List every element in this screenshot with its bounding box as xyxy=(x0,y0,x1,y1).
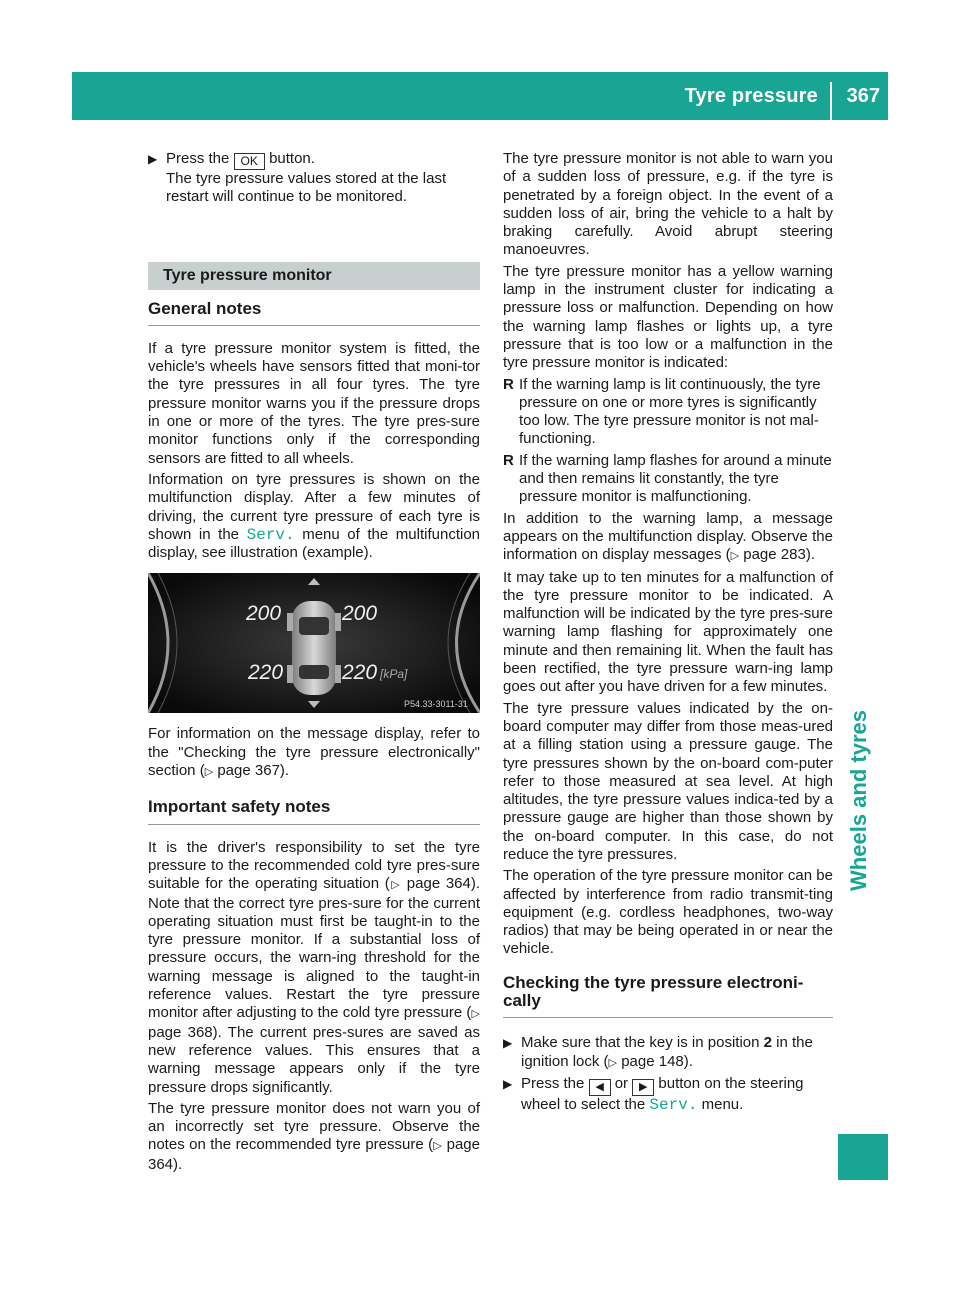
list-item: R If the warning lamp is lit continuously, the tyre pressure on one or more tyres is significantly too low. The tyre pressure monitor is not mal-functioning. xyxy=(503,375,821,448)
list-item: R If the warning lamp flashes for around a minute and then remains lit constantly, the tyre pressure monitor is malfunctioning. xyxy=(503,451,832,506)
paragraph: The tyre pressure values indicated by the on-board computer may differ from those meas-ured at a filling station using a pressure gauge. The tyre pressures shown by the on-board com-puter refer to those measured at sea level. At high altitudes, the tyre pressure values indica-ted by a pressure gauge are higher than those shown by the on-board computer. In this case, do not reduce the tyre pressures. xyxy=(503,699,833,863)
step-key-position: ▶ Make sure that the key is in position 2 in the ignition lock (▷ page 148). xyxy=(503,1034,813,1070)
step-arrow-icon: ▶ xyxy=(503,1076,513,1091)
side-tab-block xyxy=(838,1134,888,1180)
left-column xyxy=(148,150,480,1177)
heading-safety-notes: Important safety notes xyxy=(148,798,480,824)
serv-menu-label: Serv. xyxy=(246,525,295,544)
ok-button-symbol: OK xyxy=(234,153,265,170)
step-select-serv: ▶ Press the ◀ or ▶ button on the steering wheel to select the Serv. menu. xyxy=(503,1074,804,1114)
display-illustration xyxy=(148,573,480,713)
page-ref-icon: ▷ xyxy=(204,766,214,779)
paragraph: It may take up to ten minutes for a malfunction of the tyre pressure monitor to be indicated. A malfunction will be indicated by the tyre pres-sure warning lamp flashing for approximately one minute and then remaining lit. When the fault has been rectified, the tyre pressure warn-ing lamp goes out after you have driven for a few minutes. xyxy=(503,568,833,696)
header-separator xyxy=(830,82,832,120)
tyre-fr: 200 xyxy=(342,602,378,626)
right-column xyxy=(503,150,833,1117)
paragraph: The tyre pressure monitor has a yellow warning lamp in the instrument cluster for indicating a pressure loss or malfunction. Depending on how the warning lamp flashes or lights up, a tyre pressure that is too low or a malfunction in the tyre pressure monitor is indicated: xyxy=(503,262,833,372)
section-banner: Tyre pressure monitor xyxy=(148,262,480,290)
header-bar xyxy=(72,72,888,120)
right-arrow-button-icon: ▶ xyxy=(632,1079,654,1096)
tyre-rl: 220 xyxy=(248,661,284,685)
step-press-ok: ▶ Press the OK button. The tyre pressure values stored at the last restart will continue to be monitored. xyxy=(148,150,447,206)
paragraph: If a tyre pressure monitor system is fitted, the vehicle's wheels have sensors fitted that moni-tor the tyre pressures in all four tyres. The tyre pressure monitor warns you if the pressure drops in one or more of the tyres. The tyre pres-sure monitor functions only if the corresponding sensors are fitted to all wheels. xyxy=(148,339,480,467)
pressure-unit: [kPa] xyxy=(380,667,408,682)
step-arrow-icon: ▶ xyxy=(503,1036,513,1051)
bullet-icon: R xyxy=(503,375,514,393)
page-ref-icon: ▷ xyxy=(608,1056,618,1069)
paragraph: It is the driver's responsibility to set the tyre pressure to the recommended cold tyre pres-sure suitable for the operating situation (▷ page 364). Note that the correct tyre pres-sure for the current operating situation must first be taught-in to the tyre pressure monitor. If a substantial loss of pressure occurs, the warn-ing threshold for the warning message is aligned to the taught-in reference values. Restart the tyre pressure monitor after adjusting to the cold tyre pressure (▷ page 368). The current pres-sures are saved as new reference values. This ensures that a warning message appears only if the tyre pressure drops significantly. xyxy=(148,838,481,1096)
heading-general-notes: General notes xyxy=(148,300,480,326)
heading-checking: Checking the tyre pressure electroni-cally xyxy=(503,974,833,1019)
paragraph: The operation of the tyre pressure monitor can be affected by interference from radio transmit-ting equipment (e.g. cordless headphones, two-way radios) that may be being operated in or near the vehicle. xyxy=(503,867,833,958)
bullet-icon: R xyxy=(503,451,514,469)
left-arrow-button-icon: ◀ xyxy=(589,1079,611,1096)
paragraph: The tyre pressure monitor is not able to warn you of a sudden loss of pressure, e.g. if the tyre is penetrated by a foreign object. In the event of a sudden loss of air, bring the vehicle to a halt by braking carefully. Avoid abrupt steering manoeuvres. xyxy=(503,150,833,259)
step-result: The tyre pressure values stored at the last restart will continue to be monitored. xyxy=(166,170,447,206)
page-number: 367 xyxy=(846,85,880,107)
page-ref-icon: ▷ xyxy=(471,1008,480,1021)
paragraph: Information on tyre pressures is shown on the multifunction display. After a few minutes of driving, the current tyre pressure of each tyre is shown in the Serv. menu of the multifunction display, see illustration (example). xyxy=(148,470,481,562)
paragraph: In addition to the warning lamp, a message appears on the multifunction display. Observe the information on display messages (▷ page 283). xyxy=(503,509,833,564)
page-ref-icon: ▷ xyxy=(730,550,740,563)
step-arrow-icon: ▶ xyxy=(148,152,158,166)
side-tab-label: Wheels and tyres xyxy=(846,710,871,891)
page-ref-icon: ▷ xyxy=(389,879,402,892)
page-ref-icon: ▷ xyxy=(433,1140,443,1153)
tyre-pressure-display-figure xyxy=(148,573,480,713)
tyre-fl: 200 xyxy=(246,602,282,626)
header-title: Tyre pressure xyxy=(684,85,818,107)
tyre-rr: 220 xyxy=(342,661,378,685)
figure-code: P54.33-3011-31 xyxy=(404,699,468,710)
paragraph: For information on the message display, refer to the "Checking the tyre pressure electronically" section (▷ page 367). xyxy=(148,725,480,780)
paragraph: The tyre pressure monitor does not warn you of an incorrectly set tyre pressure. Observe the notes on the recommended tyre pressure (▷ page 364). xyxy=(148,1099,480,1173)
serv-menu-label: Serv. xyxy=(649,1095,698,1114)
